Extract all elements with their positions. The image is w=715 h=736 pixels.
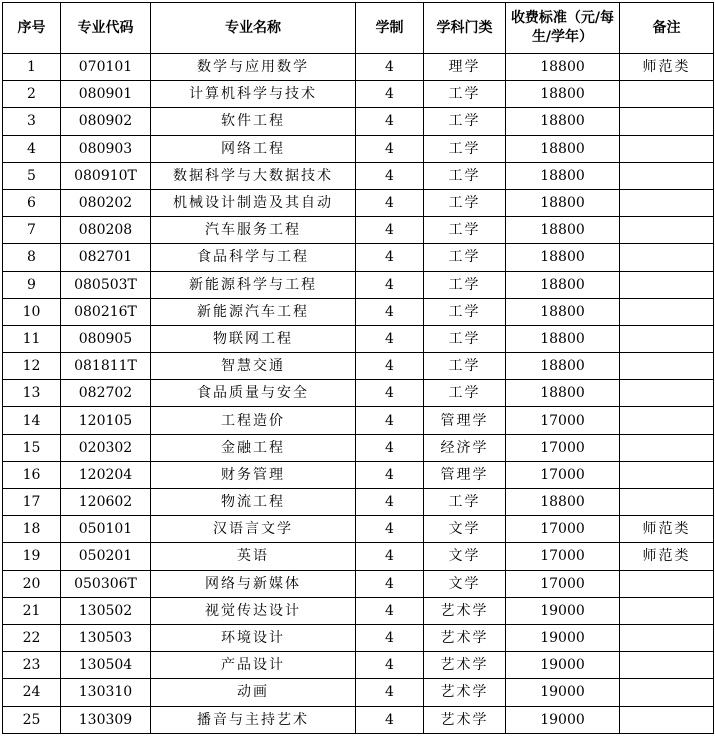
cell-fee: 17000 <box>506 434 620 461</box>
cell-no: 20 <box>3 570 61 597</box>
cell-years: 4 <box>356 271 424 298</box>
table-row <box>3 108 714 135</box>
cell-fee: 18800 <box>506 81 620 108</box>
cell-name: 视觉传达设计 <box>151 597 356 624</box>
cell-category: 工学 <box>424 135 506 162</box>
cell-name: 软件工程 <box>151 108 356 135</box>
cell-years: 4 <box>356 570 424 597</box>
cell-years: 4 <box>356 434 424 461</box>
header-name: 专业名称 <box>151 3 356 54</box>
cell-name: 物联网工程 <box>151 325 356 352</box>
majors-fee-table <box>2 2 714 734</box>
cell-note <box>620 189 714 216</box>
header-no: 序号 <box>3 3 61 54</box>
cell-years: 4 <box>356 652 424 679</box>
cell-category: 工学 <box>424 325 506 352</box>
cell-no: 18 <box>3 516 61 543</box>
cell-fee: 17000 <box>506 407 620 434</box>
cell-name: 汉语言文学 <box>151 516 356 543</box>
cell-code: 070101 <box>61 54 151 81</box>
cell-fee: 18800 <box>506 298 620 325</box>
cell-name: 新能源科学与工程 <box>151 271 356 298</box>
table-row <box>3 543 714 570</box>
cell-years: 4 <box>356 679 424 706</box>
cell-years: 4 <box>356 189 424 216</box>
cell-category: 工学 <box>424 271 506 298</box>
cell-name: 播音与主持艺术 <box>151 706 356 733</box>
cell-note: 师范类 <box>620 516 714 543</box>
cell-name: 工程造价 <box>151 407 356 434</box>
cell-note <box>620 217 714 244</box>
cell-note <box>620 298 714 325</box>
cell-no: 15 <box>3 434 61 461</box>
cell-note <box>620 407 714 434</box>
cell-category: 文学 <box>424 543 506 570</box>
cell-name: 网络与新媒体 <box>151 570 356 597</box>
cell-fee: 17000 <box>506 516 620 543</box>
cell-category: 工学 <box>424 108 506 135</box>
cell-note: 师范类 <box>620 543 714 570</box>
cell-no: 8 <box>3 244 61 271</box>
cell-code: 130310 <box>61 679 151 706</box>
cell-category: 经济学 <box>424 434 506 461</box>
table-row <box>3 570 714 597</box>
cell-no: 21 <box>3 597 61 624</box>
cell-note <box>620 679 714 706</box>
cell-fee: 18800 <box>506 489 620 516</box>
table-row <box>3 679 714 706</box>
cell-code: 080216T <box>61 298 151 325</box>
cell-note <box>620 570 714 597</box>
cell-code: 082701 <box>61 244 151 271</box>
cell-name: 食品质量与安全 <box>151 380 356 407</box>
cell-note <box>620 135 714 162</box>
cell-no: 11 <box>3 325 61 352</box>
cell-category: 管理学 <box>424 407 506 434</box>
cell-no: 9 <box>3 271 61 298</box>
table-row <box>3 652 714 679</box>
cell-name: 机械设计制造及其自动 <box>151 189 356 216</box>
cell-category: 艺术学 <box>424 679 506 706</box>
cell-note: 师范类 <box>620 54 714 81</box>
cell-code: 120602 <box>61 489 151 516</box>
cell-years: 4 <box>356 217 424 244</box>
cell-code: 080202 <box>61 189 151 216</box>
cell-name: 食品科学与工程 <box>151 244 356 271</box>
cell-fee: 18800 <box>506 162 620 189</box>
cell-name: 数据科学与大数据技术 <box>151 162 356 189</box>
cell-no: 16 <box>3 461 61 488</box>
header-category: 学科门类 <box>424 3 506 54</box>
cell-years: 4 <box>356 81 424 108</box>
table-row <box>3 81 714 108</box>
cell-code: 080910T <box>61 162 151 189</box>
cell-fee: 19000 <box>506 624 620 651</box>
table-row <box>3 380 714 407</box>
cell-code: 080503T <box>61 271 151 298</box>
table-row <box>3 407 714 434</box>
cell-code: 082702 <box>61 380 151 407</box>
cell-fee: 18800 <box>506 54 620 81</box>
cell-category: 工学 <box>424 244 506 271</box>
table-row <box>3 489 714 516</box>
cell-name: 新能源汽车工程 <box>151 298 356 325</box>
cell-no: 1 <box>3 54 61 81</box>
table-header <box>3 3 714 54</box>
cell-note <box>620 489 714 516</box>
cell-years: 4 <box>356 597 424 624</box>
cell-years: 4 <box>356 624 424 651</box>
cell-name: 金融工程 <box>151 434 356 461</box>
cell-fee: 18800 <box>506 217 620 244</box>
table-row <box>3 353 714 380</box>
cell-no: 12 <box>3 353 61 380</box>
cell-fee: 17000 <box>506 570 620 597</box>
table-row <box>3 244 714 271</box>
cell-no: 2 <box>3 81 61 108</box>
table-row <box>3 298 714 325</box>
cell-note <box>620 624 714 651</box>
table-row <box>3 162 714 189</box>
cell-name: 英语 <box>151 543 356 570</box>
cell-code: 130503 <box>61 624 151 651</box>
cell-code: 130309 <box>61 706 151 733</box>
table-body <box>3 54 714 734</box>
cell-category: 工学 <box>424 81 506 108</box>
cell-no: 5 <box>3 162 61 189</box>
cell-category: 文学 <box>424 516 506 543</box>
cell-years: 4 <box>356 54 424 81</box>
cell-note <box>620 325 714 352</box>
header-row <box>3 3 714 54</box>
cell-no: 6 <box>3 189 61 216</box>
cell-note <box>620 597 714 624</box>
cell-name: 环境设计 <box>151 624 356 651</box>
cell-category: 艺术学 <box>424 624 506 651</box>
table-row <box>3 434 714 461</box>
cell-fee: 19000 <box>506 597 620 624</box>
cell-code: 020302 <box>61 434 151 461</box>
cell-fee: 17000 <box>506 543 620 570</box>
cell-years: 4 <box>356 298 424 325</box>
cell-fee: 18800 <box>506 271 620 298</box>
table-row <box>3 189 714 216</box>
cell-category: 工学 <box>424 380 506 407</box>
table-row <box>3 54 714 81</box>
cell-fee: 19000 <box>506 679 620 706</box>
table-row <box>3 325 714 352</box>
cell-category: 艺术学 <box>424 652 506 679</box>
header-note: 备注 <box>620 3 714 54</box>
table-row <box>3 516 714 543</box>
cell-fee: 18800 <box>506 108 620 135</box>
table-row <box>3 706 714 733</box>
cell-code: 050306T <box>61 570 151 597</box>
cell-fee: 18800 <box>506 135 620 162</box>
cell-category: 文学 <box>424 570 506 597</box>
cell-no: 3 <box>3 108 61 135</box>
cell-years: 4 <box>356 135 424 162</box>
cell-name: 物流工程 <box>151 489 356 516</box>
cell-category: 工学 <box>424 189 506 216</box>
cell-code: 120105 <box>61 407 151 434</box>
cell-category: 理学 <box>424 54 506 81</box>
cell-note <box>620 353 714 380</box>
cell-years: 4 <box>356 516 424 543</box>
cell-years: 4 <box>356 353 424 380</box>
cell-note <box>620 706 714 733</box>
cell-name: 智慧交通 <box>151 353 356 380</box>
cell-years: 4 <box>356 489 424 516</box>
cell-years: 4 <box>356 108 424 135</box>
cell-fee: 18800 <box>506 353 620 380</box>
cell-name: 汽车服务工程 <box>151 217 356 244</box>
cell-note <box>620 162 714 189</box>
cell-code: 130502 <box>61 597 151 624</box>
cell-code: 080902 <box>61 108 151 135</box>
cell-note <box>620 271 714 298</box>
cell-fee: 19000 <box>506 706 620 733</box>
table-row <box>3 135 714 162</box>
cell-years: 4 <box>356 325 424 352</box>
cell-code: 081811T <box>61 353 151 380</box>
header-fee: 收费标准（元/每生/学年） <box>506 3 620 54</box>
cell-fee: 18800 <box>506 325 620 352</box>
cell-years: 4 <box>356 543 424 570</box>
cell-note <box>620 244 714 271</box>
cell-category: 工学 <box>424 353 506 380</box>
cell-category: 工学 <box>424 489 506 516</box>
cell-fee: 17000 <box>506 461 620 488</box>
cell-no: 14 <box>3 407 61 434</box>
cell-fee: 18800 <box>506 189 620 216</box>
cell-no: 17 <box>3 489 61 516</box>
cell-code: 080208 <box>61 217 151 244</box>
cell-code: 130504 <box>61 652 151 679</box>
cell-no: 7 <box>3 217 61 244</box>
cell-code: 050201 <box>61 543 151 570</box>
cell-years: 4 <box>356 380 424 407</box>
cell-years: 4 <box>356 461 424 488</box>
cell-no: 24 <box>3 679 61 706</box>
cell-category: 管理学 <box>424 461 506 488</box>
cell-note <box>620 108 714 135</box>
cell-category: 艺术学 <box>424 597 506 624</box>
table-row <box>3 624 714 651</box>
cell-category: 工学 <box>424 217 506 244</box>
table-row <box>3 271 714 298</box>
cell-years: 4 <box>356 407 424 434</box>
cell-fee: 18800 <box>506 380 620 407</box>
cell-years: 4 <box>356 244 424 271</box>
cell-name: 动画 <box>151 679 356 706</box>
cell-no: 19 <box>3 543 61 570</box>
cell-no: 13 <box>3 380 61 407</box>
cell-no: 25 <box>3 706 61 733</box>
cell-category: 艺术学 <box>424 706 506 733</box>
cell-name: 产品设计 <box>151 652 356 679</box>
cell-note <box>620 434 714 461</box>
cell-category: 工学 <box>424 162 506 189</box>
cell-no: 10 <box>3 298 61 325</box>
table-row <box>3 217 714 244</box>
cell-code: 050101 <box>61 516 151 543</box>
cell-note <box>620 81 714 108</box>
cell-fee: 18800 <box>506 244 620 271</box>
cell-fee: 19000 <box>506 652 620 679</box>
cell-no: 4 <box>3 135 61 162</box>
cell-name: 计算机科学与技术 <box>151 81 356 108</box>
cell-no: 22 <box>3 624 61 651</box>
cell-no: 23 <box>3 652 61 679</box>
cell-code: 080903 <box>61 135 151 162</box>
cell-note <box>620 652 714 679</box>
cell-code: 080905 <box>61 325 151 352</box>
cell-years: 4 <box>356 706 424 733</box>
cell-code: 080901 <box>61 81 151 108</box>
cell-name: 数学与应用数学 <box>151 54 356 81</box>
table-row <box>3 597 714 624</box>
cell-name: 网络工程 <box>151 135 356 162</box>
cell-years: 4 <box>356 162 424 189</box>
header-years: 学制 <box>356 3 424 54</box>
header-code: 专业代码 <box>61 3 151 54</box>
cell-note <box>620 461 714 488</box>
cell-category: 工学 <box>424 298 506 325</box>
cell-name: 财务管理 <box>151 461 356 488</box>
table-row <box>3 461 714 488</box>
cell-note <box>620 380 714 407</box>
cell-code: 120204 <box>61 461 151 488</box>
